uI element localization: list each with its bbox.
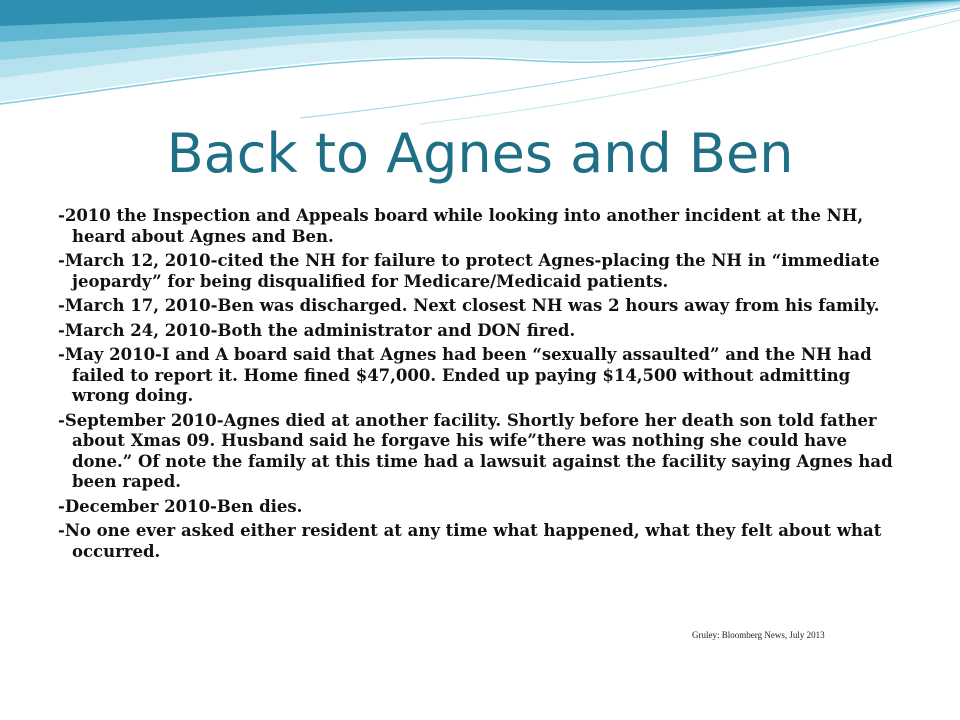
list-item: -September 2010-Agnes died at another facility. Shortly before her death son told father about Xmas 09. Husband said he forgave his wife”there was nothing she could have done.” Of note the family at this time had a lawsuit against the facility saying Agnes had been raped. [58,410,893,491]
list-item: -March 24, 2010-Both the administrator and DON fired. [58,320,576,340]
list-item: -No one ever asked either resident at any time what happened, what they felt about what occurred. [58,521,882,561]
list-item: -December 2010-Ben dies. [58,496,303,516]
list-item: -March 12, 2010-cited the NH for failure to protect Agnes-placing the NH in “immediate jeopardy” for being disqualified for Medicare/Medicaid patients. [58,251,880,291]
list-item: -March 17, 2010-Ben was discharged. Next closest NH was 2 hours away from his family. [58,296,880,315]
timeline-list [58,206,908,566]
list-item: -2010 the Inspection and Appeals board while looking into another incident at the NH, heard about Agnes and Ben. [58,206,864,246]
list-item: -May 2010-I and A board said that Agnes had been “sexually assaulted” and the NH had failed to report it. Home fined $47,000. Ended up paying $14,500 without admitting wrong doing. [58,345,872,405]
header-wave-decoration [0,0,960,130]
slide-title: Back to Agnes and Ben [166,122,794,185]
source-citation: Gruley: Bloomberg News, July 2013 [692,630,825,640]
